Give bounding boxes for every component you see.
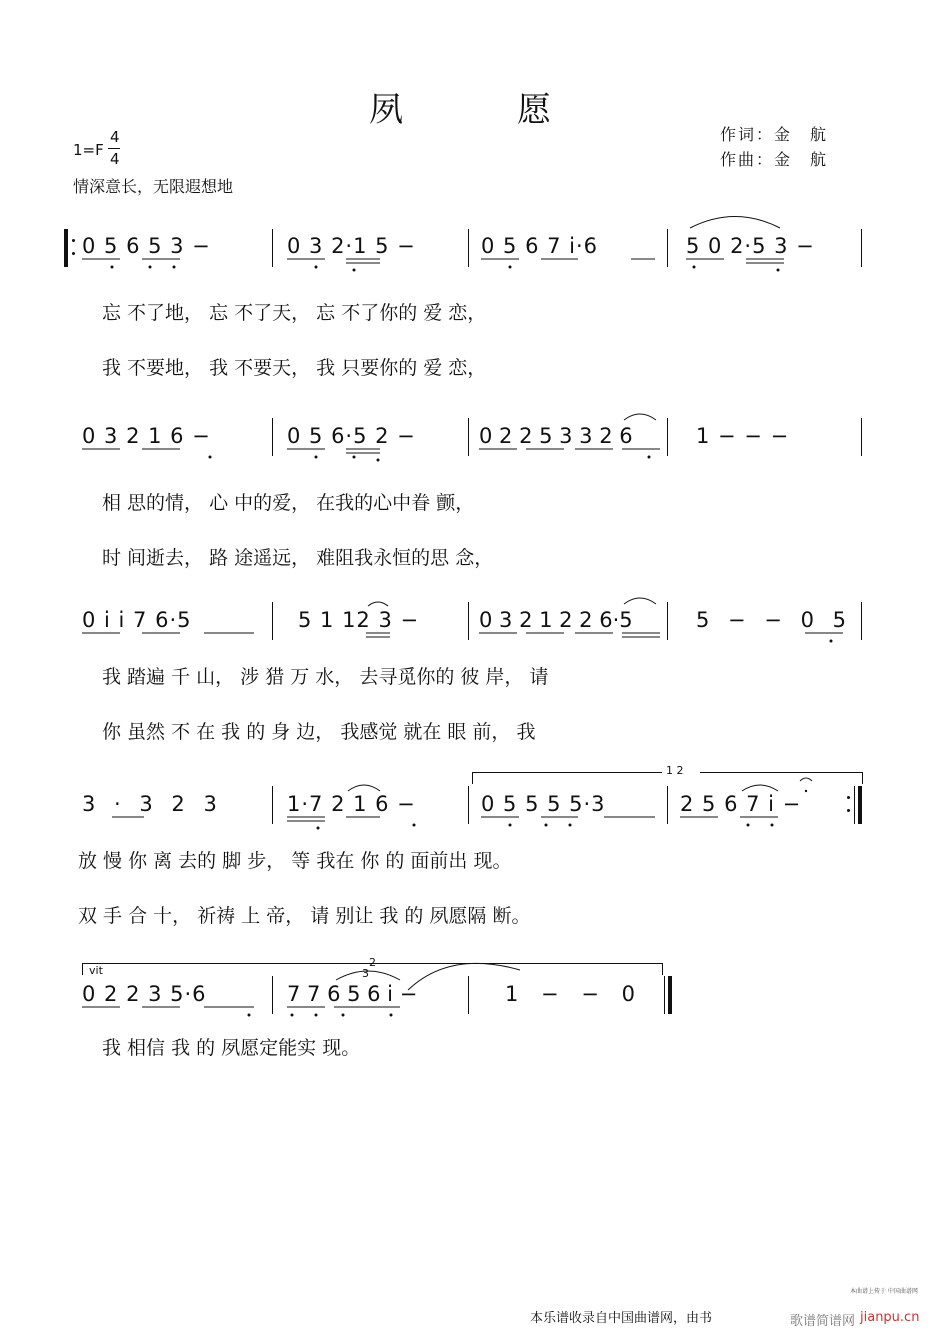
measure: 1·7 2 1 6 −	[287, 792, 416, 816]
lyrics-verse-2: 双 手 合 十， 祈祷 上 帝， 请 别让 我 的 夙愿隔 断。	[78, 905, 531, 927]
lyrics-verse-1: 我 踏遍 千 山， 涉 猎 万 水， 去寻觅你的 彼 岸， 请	[102, 666, 549, 688]
lyrics-verse-1: 忘 不了地， 忘 不了天， 忘 不了你的 爱 恋，	[102, 302, 487, 324]
composer: 作曲：金 航	[720, 150, 829, 169]
lyrics-verse-2: 我 不要地， 我 不要天， 我 只要你的 爱 恋，	[102, 357, 487, 379]
measure: 0 2 2 5 3 3 2 6	[479, 424, 633, 448]
footer-url: jianpu.cn	[860, 1310, 920, 1325]
footer-watermark: 歌谱简谱网	[790, 1314, 856, 1329]
lyrics-verse-1: 相 思的情， 心 中的爱， 在我的心中眷 颤，	[102, 492, 475, 514]
measure: 1 − − 0	[505, 982, 643, 1006]
tempo-marking: 情深意长，无限遐想地	[73, 177, 234, 196]
volta-label: 1 2	[666, 764, 684, 777]
vit-marking: vit	[89, 964, 103, 977]
measure: 0 5 6 5 3 −	[82, 234, 211, 258]
measure: 0 5 5 5 5·3	[481, 792, 606, 816]
upload-note: 本曲谱上传于 中国曲谱网	[850, 1288, 918, 1295]
measure: 0 3 2 1 2 2 6·5	[479, 608, 633, 632]
lyrics-verse-2: 你 虽然 不 在 我 的 身 边， 我感觉 就在 眼 前， 我	[102, 721, 536, 743]
song-title: 夙 愿	[369, 90, 591, 130]
measure: 5 − − 0 5	[696, 608, 852, 632]
measure: 0 2 2 3 5·6	[82, 982, 207, 1006]
measure: 0 i i 7 6·5	[82, 608, 192, 632]
lyricist: 作词：金 航	[720, 125, 829, 144]
measure: 0 5 6 7 i·6	[481, 234, 599, 258]
time-signature-top: 4	[110, 128, 120, 146]
measure: 1 − − −	[696, 424, 790, 448]
measure: 7 7 6 5 6 i −	[287, 982, 418, 1006]
measure: 0 3 2 1 6 −	[82, 424, 211, 448]
measure: 2 5 6 7 i −	[680, 792, 802, 816]
time-signature-bottom: 4	[110, 150, 120, 168]
measure: 0 3 2·1 5 −	[287, 234, 416, 258]
measure: 5 0 2·5 3 −	[686, 234, 815, 258]
lyrics-verse-2: 时 间逝去， 路 途遥远， 难阻我永恒的思 念，	[102, 547, 494, 569]
footer-source: 本乐谱收录自中国曲谱网，由书	[530, 1311, 713, 1326]
lyrics-verse-1: 我 相信 我 的 夙愿定能实 现。	[102, 1037, 361, 1059]
triplet-label: 3	[362, 967, 369, 980]
lyrics-verse-1: 放 慢 你 离 去的 脚 步， 等 我在 你 的 面前出 现。	[78, 850, 512, 872]
measure: 3 · 3 2 3	[82, 792, 223, 816]
measure: 5 1 12 3 −	[298, 608, 420, 632]
measure: 0 5 6·5 2 −	[287, 424, 416, 448]
key-signature: 1=F	[73, 141, 104, 159]
